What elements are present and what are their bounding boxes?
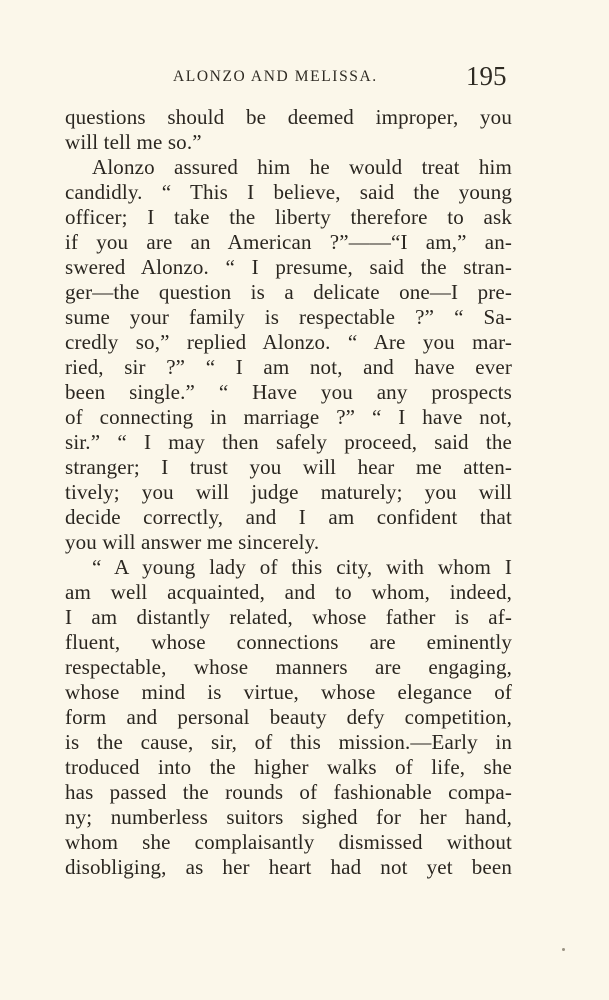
- text-line: you will answer me sincerely.: [65, 530, 320, 554]
- text-line: ger—the question is a delicate one—I pre-: [65, 280, 512, 304]
- text-line: tively; you will judge maturely; you will: [65, 480, 512, 504]
- text-line: if you are an American ?”——“I am,” an-: [65, 230, 512, 254]
- text-line: been single.” “ Have you any prospects: [65, 380, 512, 404]
- text-line: fluent, whose connections are eminently: [65, 630, 512, 654]
- text-line: sir.” “ I may then safely proceed, said the: [65, 430, 512, 454]
- text-line: decide correctly, and I am confident that: [65, 505, 512, 529]
- text-line: of connecting in marriage ?” “ I have not,: [65, 405, 512, 429]
- text-line: swered Alonzo. “ I presume, said the stran-: [65, 255, 512, 279]
- text-line: ny; numberless suitors sighed for her hand,: [65, 805, 512, 829]
- text-line: am well acquainted, and to whom, indeed,: [65, 580, 512, 604]
- paragraph-start-line: Alonzo assured him he would treat him: [92, 155, 512, 179]
- text-line: will tell me so.”: [65, 130, 202, 154]
- text-line: disobliging, as her heart had not yet been: [65, 855, 512, 879]
- paragraph-start-line: “ A young lady of this city, with whom I: [92, 555, 512, 579]
- page-number: 195: [466, 61, 507, 91]
- body-text: [65, 105, 512, 880]
- text-line: has passed the rounds of fashionable compa-: [65, 780, 512, 804]
- paper-speck: [562, 948, 565, 951]
- text-line: ried, sir ?” “ I am not, and have ever: [65, 355, 512, 379]
- text-line: form and personal beauty defy competition,: [65, 705, 512, 729]
- text-line: candidly. “ This I believe, said the young: [65, 180, 512, 204]
- running-title: ALONZO AND MELISSA.: [173, 68, 378, 85]
- text-line: questions should be deemed improper, you: [65, 105, 512, 129]
- text-line: troduced into the higher walks of life, she: [65, 755, 512, 779]
- text-line: whom she complaisantly dismissed without: [65, 830, 512, 854]
- text-line: is the cause, sir, of this mission.—Early in: [65, 730, 512, 754]
- text-line: I am distantly related, whose father is af-: [65, 605, 512, 629]
- text-line: sume your family is respectable ?” “ Sa-: [65, 305, 512, 329]
- text-line: respectable, whose manners are engaging,: [65, 655, 512, 679]
- text-line: stranger; I trust you will hear me atten-: [65, 455, 512, 479]
- text-line: credly so,” replied Alonzo. “ Are you mar-: [65, 330, 512, 354]
- text-line: officer; I take the liberty therefore to ask: [65, 205, 512, 229]
- text-line: whose mind is virtue, whose elegance of: [65, 680, 512, 704]
